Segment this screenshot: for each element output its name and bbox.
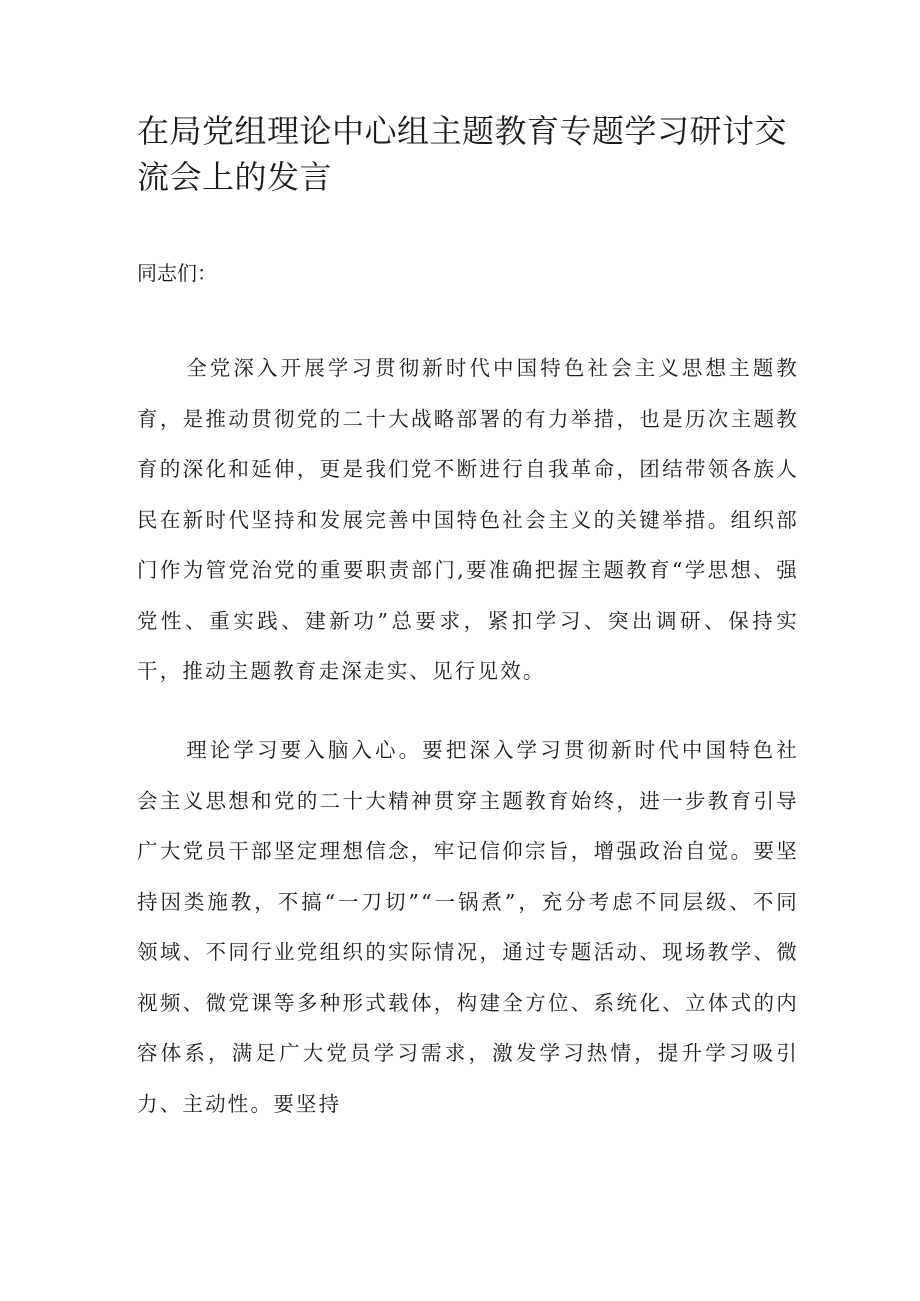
paragraph-2: 理论学习要入脑入心。要把深入学习贯彻新时代中国特色社会主义思想和党的二十大精神贯穿主题教育始终，进一步教育引导广大党员干部坚定理想信念，牢记信仰宗旨，增强政治自觉。要坚持因类施教，不搞“一刀切”“一锅煮”，充分考虑不同层级、不同领域、不同行业党组织的实际情况，通过专题活动、现场教学、微视频、微党课等多种形式载体，构建全方位、系统化、立体式的内容体系，满足广大党员学习需求，激发学习热情，提升学习吸引力、主动性。要坚持	[137, 738, 799, 1116]
paragraph-1: 全党深入开展学习贯彻新时代中国特色社会主义思想主题教育，是推动贯彻党的二十大战略部署的有力举措，也是历次主题教育的深化和延伸，更是我们党不断进行自我革命，团结带领各族人民在新时代坚持和发展完善中国特色社会主义的关键举措。组织部门作为管党治党的重要职责部门,要准确把握主题教育“学思想、强党性、重实践、建新功”总要求，紧扣学习、突出调研、保持实干，推动主题教育走深走实、见行见效。	[137, 356, 799, 683]
document-title: 在局党组理论中心组主题教育专题学习研讨交流会上的发言	[137, 112, 788, 196]
salutation: 同志们：	[137, 261, 217, 285]
